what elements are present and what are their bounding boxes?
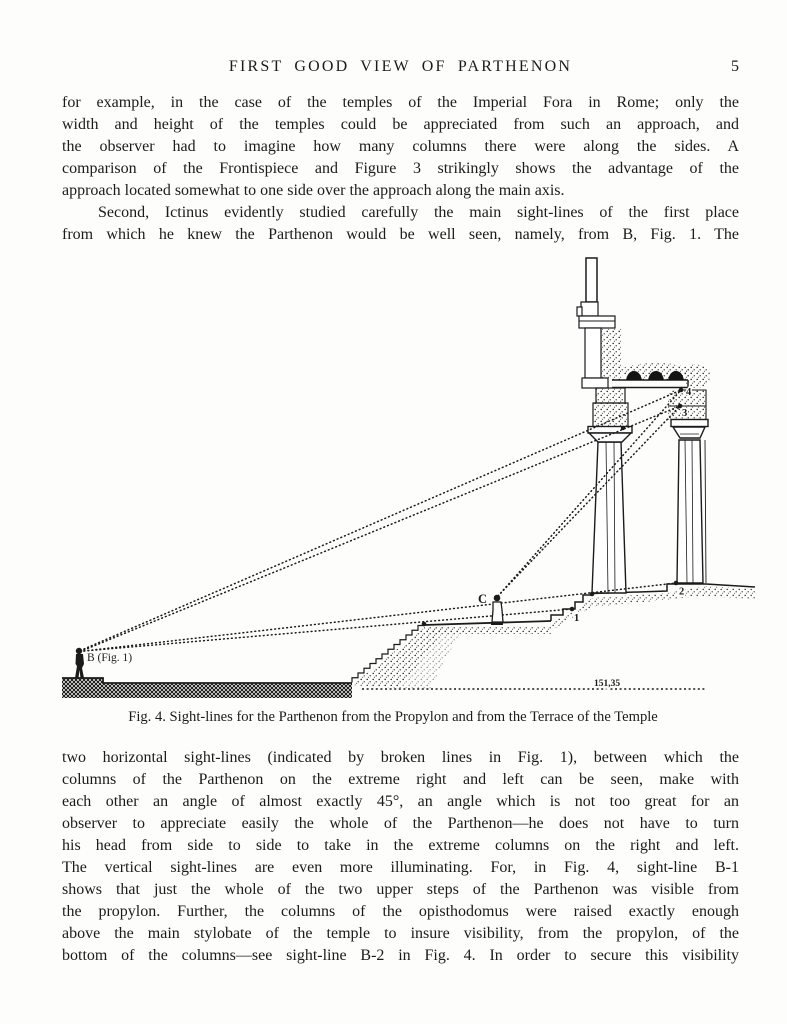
- text-line: width and height of the temples could be appreciated from such an approach, and: [62, 116, 739, 133]
- figure-caption: Fig. 4. Sight-lines for the Parthenon from the Propylon and from the Terrace of the Temple: [128, 709, 658, 725]
- text-line: observer to appreciate easily the whole of the Parthenon—he does not have to turn: [62, 815, 739, 832]
- ground-hatch-band: [62, 678, 352, 698]
- text-line: approach located somewhat to one side over the approach along the main axis.: [62, 182, 565, 199]
- sight-line-b3: [84, 406, 680, 650]
- text-line: for example, in the case of the temples of the Imperial Fora in Rome; only the: [62, 94, 739, 111]
- label-point-3: 3: [682, 408, 688, 419]
- peristyle-column: [671, 420, 708, 584]
- sight-line-c4: [498, 390, 681, 596]
- sight-points: [422, 388, 684, 627]
- text-line: the observer had to imagine how many columns there were along the sides. A: [62, 138, 739, 155]
- roof-antefixes: [612, 363, 710, 391]
- observer-b-figure: [75, 648, 84, 678]
- label-observer-c: C: [478, 592, 488, 606]
- label-dimension: 151,35: [593, 679, 621, 689]
- text-line: shows that just the whole of the two upper steps of the Parthenon was visible from: [62, 881, 739, 898]
- text-line: his head from side to side to take in the extreme columns on the right and left.: [62, 837, 739, 854]
- text-line: two horizontal sight-lines (indicated by broken lines in Fig. 1), between which the: [62, 749, 739, 766]
- sight-line-c3: [498, 406, 680, 596]
- text-line: bottom of the columns—see sight-line B-2 in Fig. 4. In order to secure this visibility: [62, 947, 739, 964]
- page-number: 5: [731, 58, 739, 75]
- text-line: above the main stylobate of the temple to insure visibility, from the propylon, of the: [62, 925, 739, 942]
- text-line: Second, Ictinus evidently studied carefully the main sight-lines of the first place: [98, 204, 739, 221]
- mast: [586, 258, 597, 302]
- observer-c-figure: [491, 595, 503, 625]
- text-line: columns of the Parthenon on the extreme right and left can be seen, make with: [62, 771, 739, 788]
- label-point-2: 2: [679, 586, 685, 598]
- temple-steps: [551, 584, 755, 631]
- sight-lines: [84, 390, 681, 651]
- approach-stairs: [352, 626, 462, 690]
- text-line: The vertical sight-lines are even more illuminating. For, in Fig. 4, sight-line B-1: [62, 859, 739, 876]
- page-title: FIRST GOOD VIEW OF PARTHENON: [228, 58, 573, 75]
- text-line: the propylon. Further, the columns of the opisthodomus were raised exactly enough: [62, 903, 739, 920]
- sight-line-b2: [84, 583, 676, 651]
- label-observer-b: B (Fig. 1): [87, 652, 133, 664]
- text-line: comparison of the Frontispiece and Figure 3 strikingly shows the advantage of the: [62, 160, 739, 177]
- text-line: each other an angle of almost exactly 45°, an angle which is not too great for an: [62, 793, 739, 810]
- label-point-1: 1: [574, 613, 580, 624]
- label-point-4: 4: [686, 387, 692, 398]
- propylon-structure: [577, 258, 628, 427]
- text-line: from which he knew the Parthenon would be well seen, namely, from B, Fig. 1. The: [62, 226, 739, 243]
- terrace-profile: [424, 621, 551, 634]
- sight-line-b4: [84, 390, 681, 649]
